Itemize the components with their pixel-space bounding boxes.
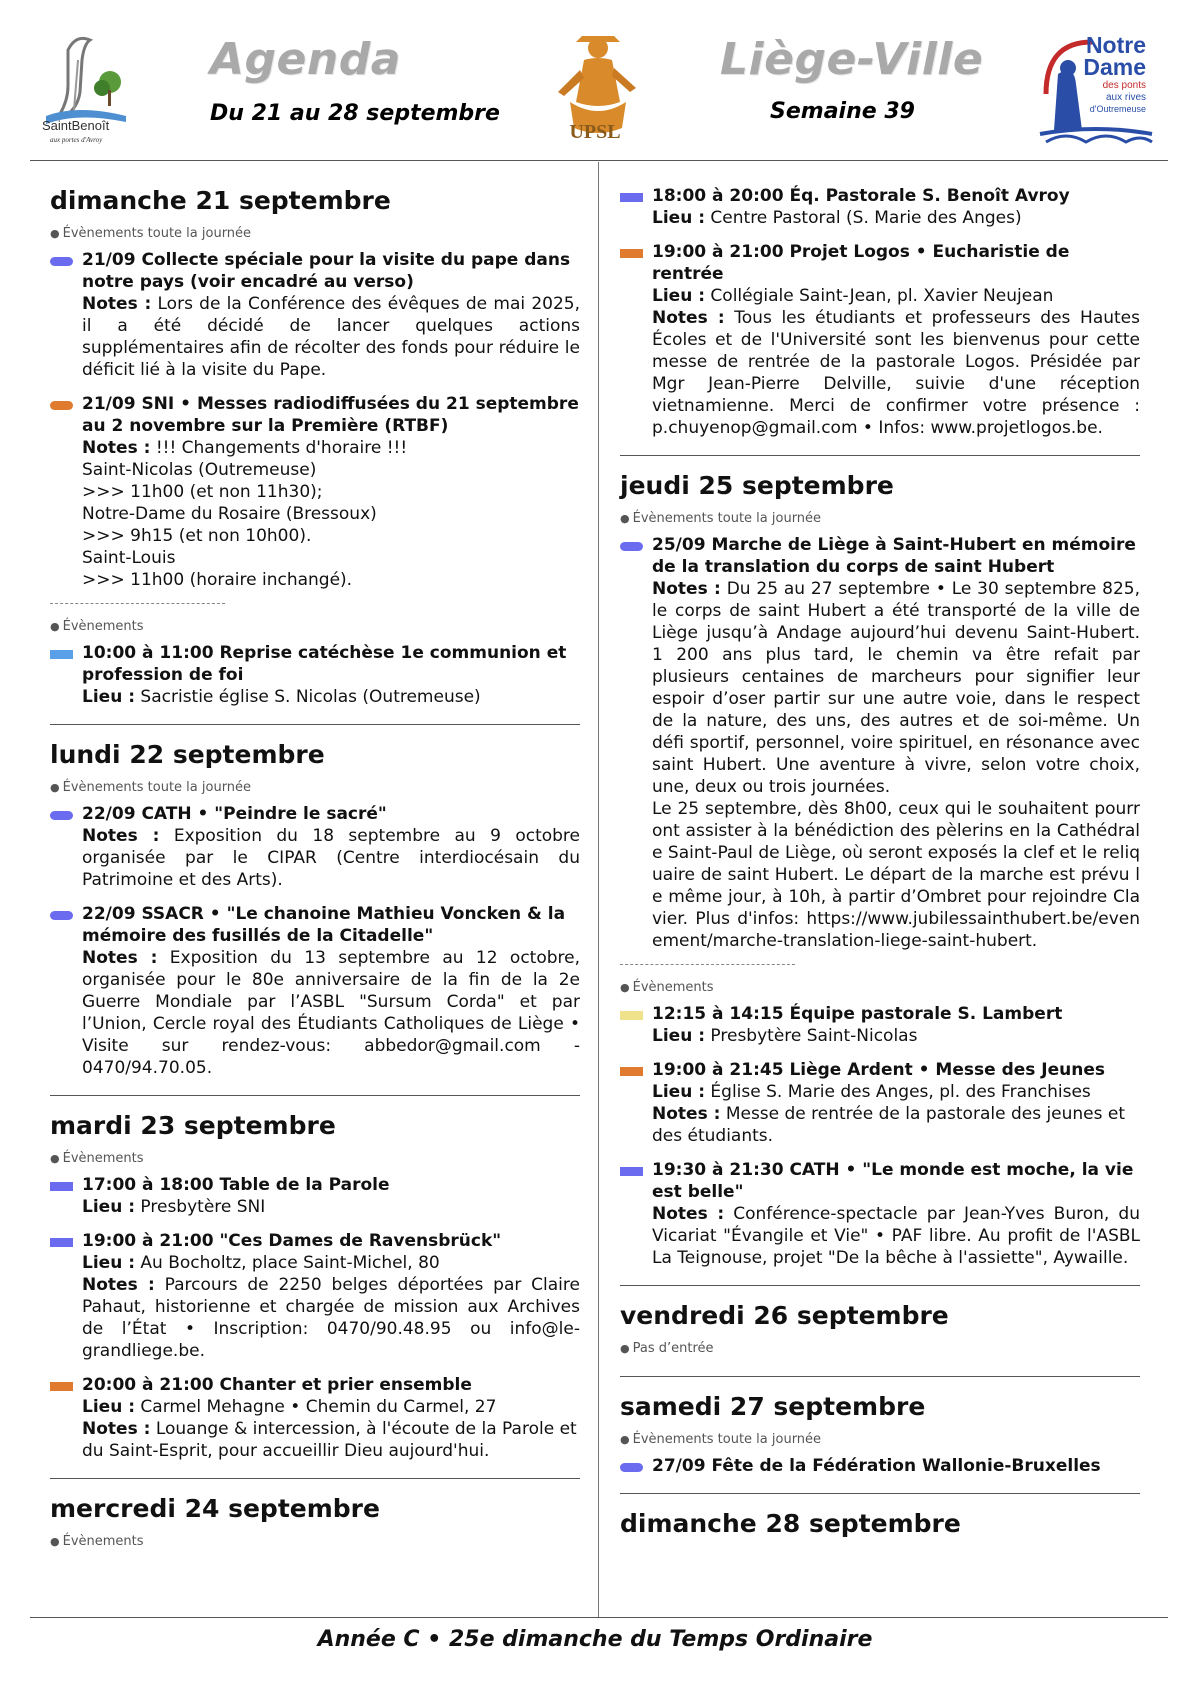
upsl-logo-icon xyxy=(540,32,650,152)
no-entry-label: ● Pas d’entrée xyxy=(620,1341,714,1356)
event-title: 19:00 à 21:45 Liège Ardent • Messe des Jeunes xyxy=(652,1060,1106,1080)
footer-rule xyxy=(30,1617,1168,1618)
event-notes: Notes : Parcours de 2250 belges déportées par Claire Pahaut, historienne et chargée de mission aux Archives de l’État • Inscription: 0470/90.48.95 ou info@le-grandliege.be. xyxy=(82,1275,580,1361)
bullet-icon: ● xyxy=(620,1433,630,1446)
day-title: jeudi 25 septembre xyxy=(620,471,894,500)
category-chip xyxy=(50,1382,73,1391)
event-fete-federation xyxy=(620,1455,1140,1477)
category-chip xyxy=(620,1167,643,1176)
day-sunday-21 xyxy=(50,183,580,725)
event-peindre-sacre xyxy=(50,803,580,891)
events-label: ● Évènements xyxy=(620,980,714,995)
upsl-logo xyxy=(540,32,650,152)
day-title: vendredi 26 septembre xyxy=(620,1301,949,1330)
category-chip xyxy=(620,1011,643,1020)
day-title: samedi 27 septembre xyxy=(620,1392,926,1421)
dashed-separator xyxy=(620,964,795,965)
category-chip xyxy=(50,650,73,659)
event-location: Lieu : Église S. Marie des Anges, pl. des Franchises xyxy=(652,1082,1091,1102)
category-chip xyxy=(50,257,73,266)
event-title: 19:30 à 21:30 CATH • "Le monde est moche, la vie est belle" xyxy=(652,1160,1134,1202)
logo-line-dame: Dame xyxy=(1083,54,1146,80)
event-title: 18:00 à 20:00 Éq. Pastorale S. Benoît Avroy xyxy=(652,186,1070,206)
event-notes: Notes : Messe de rentrée de la pastorale des jeunes et des étudiants. xyxy=(652,1104,1126,1146)
event-chanter-prier xyxy=(50,1374,580,1462)
event-collecte xyxy=(50,249,580,381)
category-chip xyxy=(620,249,643,258)
week-number: Semaine 39 xyxy=(770,99,915,124)
bullet-icon: ● xyxy=(50,227,60,240)
bullet-icon: ● xyxy=(620,981,630,994)
day-title: lundi 22 septembre xyxy=(50,740,325,769)
event-title: 10:00 à 11:00 Reprise catéchèse 1e communion et profession de foi xyxy=(82,643,567,685)
bullet-icon: ● xyxy=(50,781,60,794)
event-marche-saint-hubert xyxy=(620,534,1140,952)
day-tuesday-23 xyxy=(50,1108,580,1479)
svg-text:UPSL: UPSL xyxy=(569,121,621,143)
event-detail-line: Saint-Nicolas (Outremeuse) xyxy=(82,460,317,480)
day-title: mercredi 24 septembre xyxy=(50,1494,380,1523)
event-location: Lieu : Au Bocholtz, place Saint-Michel, 80 xyxy=(82,1253,440,1273)
page-header xyxy=(0,0,1190,162)
logo-line-outremeuse: d'Outremeuse xyxy=(1089,104,1146,114)
event-notes-continued: Le 25 septembre, dès 8h00, ceux qui le souhaitent pourront assister à la bénédiction des pèlerins en la Cathédrale Saint-Paul de Liège, où seront exposés la clef et le reliquaire de saint Hubert. Le départ de la marche est prévu le même jour, à 10h, à partir d’Ombret pour rejoindre Clavier. Plus d'infos: https://www.jubilessainthubert.be/evenement/marche-translation-liege-saint-hubert. xyxy=(652,799,1140,951)
day-title: dimanche 28 septembre xyxy=(620,1509,961,1538)
event-location: Lieu : Presbytère Saint-Nicolas xyxy=(652,1026,918,1046)
event-notes: Notes : Conférence-spectacle par Jean-Yves Buron, du Vicariat "Évangile et Vie" • PAF libre. Au profit de l'ASBL La Teignouse, projet "De la bêche à l'assiette", Aywaille. xyxy=(652,1204,1141,1268)
date-range: Du 21 au 28 septembre xyxy=(210,101,500,126)
event-detail-line: >>> 9h15 (et non 10h00). xyxy=(82,526,312,546)
day-saturday-27 xyxy=(620,1389,1140,1494)
category-chip xyxy=(50,811,73,820)
event-detail-line: >>> 11h00 (horaire inchangé). xyxy=(82,570,353,590)
event-notes: Notes : !!! Changements d'horaire !!! xyxy=(82,438,408,458)
day-title: mardi 23 septembre xyxy=(50,1111,336,1140)
day-title: dimanche 21 septembre xyxy=(50,186,391,215)
event-notes: Notes : Exposition du 18 septembre au 9 octobre organisée par le CIPAR (Centre interdiocésain du Patrimoine et des Arts). xyxy=(82,826,581,890)
location-title: Liège-Ville xyxy=(720,34,984,85)
bullet-icon: ● xyxy=(620,1342,630,1355)
category-chip xyxy=(620,1463,643,1472)
saint-benoit-logo xyxy=(38,30,133,150)
event-location: Lieu : Sacristie église S. Nicolas (Outremeuse) xyxy=(82,687,481,707)
event-catechese xyxy=(50,642,580,708)
category-chip xyxy=(50,1238,73,1247)
event-title: 12:15 à 14:15 Équipe pastorale S. Lambert xyxy=(652,1004,1063,1024)
events-label: ● Évènements xyxy=(50,619,144,634)
events-label: ● Évènements xyxy=(50,1151,144,1166)
svg-text:SaintBenoît: SaintBenoît xyxy=(42,118,110,133)
event-title: 17:00 à 18:00 Table de la Parole xyxy=(82,1175,390,1195)
event-title: 21/09 Collecte spéciale pour la visite du pape dans notre pays (voir encadré au verso) xyxy=(82,250,571,292)
event-detail-line: Notre-Dame du Rosaire (Bressoux) xyxy=(82,504,377,524)
event-notes: Notes : Lors de la Conférence des évêques de mai 2025, il a été décidé de lancer quelques actions supplémentaires afin de récolter des fonds pour réduire le déficit lié à la visite du Pape. xyxy=(82,294,580,380)
events-label: ● Évènements xyxy=(50,1534,144,1549)
bullet-icon: ● xyxy=(50,620,60,633)
notre-dame-logo xyxy=(1036,34,1156,150)
event-location: Lieu : Carmel Mehagne • Chemin du Carmel, 27 xyxy=(82,1397,497,1417)
day-sunday-28 xyxy=(620,1506,1140,1554)
event-eq-pastorale-benoit xyxy=(620,185,1140,229)
logo-line-notre: Notre xyxy=(1085,32,1146,58)
event-projet-logos xyxy=(620,241,1140,439)
event-title: 22/09 CATH • "Peindre le sacré" xyxy=(82,804,387,824)
header-rule xyxy=(30,160,1168,161)
event-notes: Notes : Exposition du 13 septembre au 12 octobre, organisée pour le 80e anniversaire de la fin de la 2e Guerre Mondiale par l’ASBL "Sursum Corda" et par l’Union, Cercle royal des Étudiants Catholiques de Liège • Visite sur rendez-vous: abbedor@gmail.com - 0470/94.70.05. xyxy=(82,948,580,1078)
day-monday-22 xyxy=(50,737,580,1096)
event-notes: Notes : Tous les étudiants et professeurs des Hautes Écoles et de l'Université sont les bienvenus pour cette messe de rentrée de la pastorale Logos. Présidée par Mgr Jean-Pierre Delville, suivie d'une réception vietnamienne. Merci de confirmer votre présence : p.chuyenop@gmail.com • Infos: www.projetlogos.be. xyxy=(652,308,1141,438)
bullet-icon: ● xyxy=(50,1152,60,1165)
agenda-title: Agenda xyxy=(210,34,401,85)
event-liege-ardent xyxy=(620,1059,1140,1147)
event-location: Lieu : Presbytère SNI xyxy=(82,1197,266,1217)
event-location: Lieu : Collégiale Saint-Jean, pl. Xavier Neujean xyxy=(652,286,1054,306)
svg-text:aux portes d'Avroy: aux portes d'Avroy xyxy=(50,136,103,144)
dashed-separator xyxy=(50,603,225,604)
day-thursday-25 xyxy=(620,468,1140,1286)
event-detail-line: >>> 11h00 (et non 11h30); xyxy=(82,482,323,502)
all-day-label: ● Évènements toute la journée xyxy=(620,1432,822,1447)
day-wednesday-24 xyxy=(50,1491,580,1569)
event-title: 27/09 Fête de la Fédération Wallonie-Bruxelles xyxy=(652,1456,1101,1476)
day-wednesday-24-continued xyxy=(620,185,1140,456)
event-title: 25/09 Marche de Liège à Saint-Hubert en mémoire de la translation du corps de saint Hubert xyxy=(652,535,1136,577)
category-chip xyxy=(620,193,643,202)
event-equipe-lambert xyxy=(620,1003,1140,1047)
right-column xyxy=(620,185,1140,1566)
event-notes: Notes : Du 25 au 27 septembre • Le 30 septembre 825, le corps de saint Hubert a été transporté de la ville de Liège jusqu’à Andage aujourd’hui devenu Saint-Hubert. 1 200 ans plus tard, le chemin va être refait par plusieurs centaines de marcheurs pour signifier leur espoir d’oser partir sur une autre voie, dans le respect de la nature, des uns, des autres et de soi-même. Un défi sportif, personnel, voire spirituel, en résonance avec saint Hubert. Une aventure à vivre, selon votre choix, une, deux ou trois journées. xyxy=(652,579,1140,797)
bullet-icon: ● xyxy=(620,512,630,525)
logo-line-rives: aux rives xyxy=(1105,92,1146,103)
category-chip xyxy=(50,1182,73,1191)
event-table-parole xyxy=(50,1174,580,1218)
event-title: 19:00 à 21:00 Projet Logos • Eucharistie de rentrée xyxy=(652,242,1070,284)
event-title: 19:00 à 21:00 "Ces Dames de Ravensbrück" xyxy=(82,1231,502,1251)
event-location: Lieu : Centre Pastoral (S. Marie des Anges) xyxy=(652,208,1022,228)
event-ravensbruck xyxy=(50,1230,580,1362)
left-column xyxy=(50,183,580,1581)
category-chip xyxy=(620,542,643,551)
event-title: 22/09 SSACR • "Le chanoine Mathieu Voncken & la mémoire des fusillés de la Citadelle" xyxy=(82,904,566,946)
all-day-label: ● Évènements toute la journée xyxy=(50,226,252,241)
event-title: 20:00 à 21:00 Chanter et prier ensemble xyxy=(82,1375,472,1395)
event-chanoine-voncken xyxy=(50,903,580,1079)
event-monde-moche xyxy=(620,1159,1140,1269)
saint-benoit-logo-icon xyxy=(38,30,133,150)
column-divider xyxy=(598,162,599,1617)
liturgical-footer: Année C • 25e dimanche du Temps Ordinaire xyxy=(317,1627,873,1652)
category-chip xyxy=(50,911,73,920)
event-title: 21/09 SNI • Messes radiodiffusées du 21 septembre au 2 novembre sur la Première (RTBF) xyxy=(82,394,579,436)
event-detail-line: Saint-Louis xyxy=(82,548,176,568)
all-day-label: ● Évènements toute la journée xyxy=(50,780,252,795)
event-messes-radio xyxy=(50,393,580,591)
bullet-icon: ● xyxy=(50,1535,60,1548)
day-friday-26 xyxy=(620,1298,1140,1377)
logo-line-ponts: des ponts xyxy=(1102,80,1146,91)
all-day-label: ● Évènements toute la journée xyxy=(620,511,822,526)
event-notes: Notes : Louange & intercession, à l'écoute de la Parole et du Saint-Esprit, pour accueillir Dieu aujourd'hui. xyxy=(82,1419,577,1461)
category-chip xyxy=(620,1067,643,1076)
category-chip xyxy=(50,401,73,410)
